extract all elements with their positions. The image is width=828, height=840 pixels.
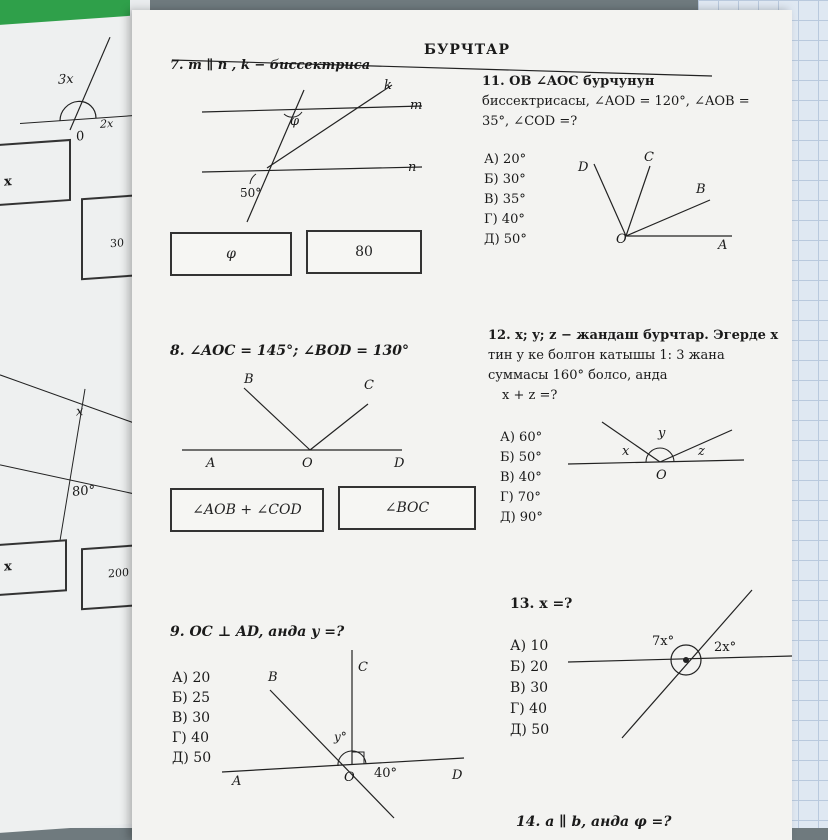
q9-label-y: y° [334, 730, 347, 744]
q8-label-O: O [302, 456, 313, 471]
q12-label-O: O [656, 468, 667, 483]
q12-label-y: y [658, 426, 666, 441]
q12-line4: x + z =? [502, 388, 558, 403]
q9-label-B: B [268, 670, 278, 685]
q13-option: Д) 50 [510, 722, 550, 738]
q11-option: Б) 30° [484, 172, 526, 187]
left-label: 2x [100, 116, 114, 131]
q7-answer-box-2: 80 [306, 230, 422, 274]
q11-label-D: D [578, 160, 589, 175]
left-label: 80° [72, 483, 96, 500]
q8-label-D: D [394, 456, 405, 471]
q12-option: Б) 50° [500, 450, 542, 465]
q11-option: Д) 50° [484, 232, 527, 247]
q11-line3: 35°, ∠COD =? [482, 114, 578, 129]
q13-option: А) 10 [510, 638, 549, 654]
q13-option: Г) 40 [510, 701, 547, 717]
q11-label-O: O [616, 232, 627, 247]
q9-title: 9. OC ⊥ AD, анда y =? [170, 624, 345, 640]
q12-label-x: x [622, 444, 630, 459]
q12-option: В) 40° [500, 470, 542, 485]
left-label: x [4, 559, 12, 575]
q13-label-a: 7x° [652, 634, 675, 649]
q11-option: А) 20° [484, 152, 527, 167]
q7-label-k: k [384, 78, 392, 93]
q12-label-z: z [698, 444, 705, 459]
q9-option: В) 30 [172, 710, 211, 726]
q12-line1: 12. x; y; z − жандаш бурчтар. Эгерде x [488, 328, 779, 343]
q12-option: Д) 90° [500, 510, 543, 525]
left-page [0, 15, 140, 833]
q9-option: Д) 50 [172, 750, 212, 766]
q11-option: В) 35° [484, 192, 526, 207]
q7-answer-box-1: φ [170, 232, 292, 276]
q12-line2: тин y ке болгон катышы 1: 3 жана [488, 348, 725, 363]
q12-option: А) 60° [500, 430, 543, 445]
q7-label-n: n [408, 160, 417, 175]
q13-option: Б) 20 [510, 659, 549, 675]
q7-label-angle: 50° [240, 186, 262, 200]
q8-title: 8. ∠AOC = 145°; ∠BOD = 130° [170, 343, 410, 359]
q9-option: Г) 40 [172, 730, 209, 746]
q12-line3: суммасы 160° болсо, анда [488, 368, 668, 383]
q7-label-phi: φ [290, 114, 300, 129]
left-label: x [4, 174, 12, 190]
q11-line1: 11. OB ∠AOC бурчунун [482, 74, 655, 89]
page-title: БУРЧТАР [424, 42, 510, 58]
q9-label-C: C [358, 660, 368, 675]
q13-option: В) 30 [510, 680, 549, 696]
left-label: 3x [58, 71, 74, 88]
left-label: 200 [108, 565, 129, 581]
q9-label-D: D [452, 768, 463, 783]
q8-label-B: B [244, 372, 254, 387]
q9-label-A: A [232, 774, 242, 789]
q8-label-A: A [206, 456, 216, 471]
left-label: 0 [76, 129, 85, 145]
q13-label-b: 2x° [714, 640, 737, 655]
q9-label-O: O [344, 770, 355, 785]
left-label: x [76, 404, 84, 420]
q13-title: 13. x =? [510, 596, 573, 612]
q9-option: Б) 25 [172, 690, 211, 706]
left-label: 30 [110, 236, 124, 251]
q11-option: Г) 40° [484, 212, 525, 227]
textbook-page [132, 10, 792, 840]
q9-option: А) 20 [172, 670, 211, 686]
q11-label-A: A [718, 238, 728, 253]
left-page-diagram [0, 15, 140, 833]
q13-diagram [132, 10, 792, 840]
q8-answer-box-2: ∠BOC [338, 486, 476, 530]
q9-label-angle: 40° [374, 766, 398, 781]
q8-answer-box-1: ∠AOB + ∠COD [170, 488, 324, 532]
q14-title: 14. a ∥ b, анда φ =? [516, 814, 672, 830]
q7-label-m: m [410, 98, 423, 113]
q8-label-C: C [364, 378, 374, 393]
q12-option: Г) 70° [500, 490, 541, 505]
q11-line2: биссектрисасы, ∠AOD = 120°, ∠AOB = [482, 94, 750, 109]
q11-label-C: C [644, 150, 654, 165]
q7-title: 7. m ∥ n , k − биссектриса [170, 58, 371, 73]
q11-label-B: B [696, 182, 706, 197]
